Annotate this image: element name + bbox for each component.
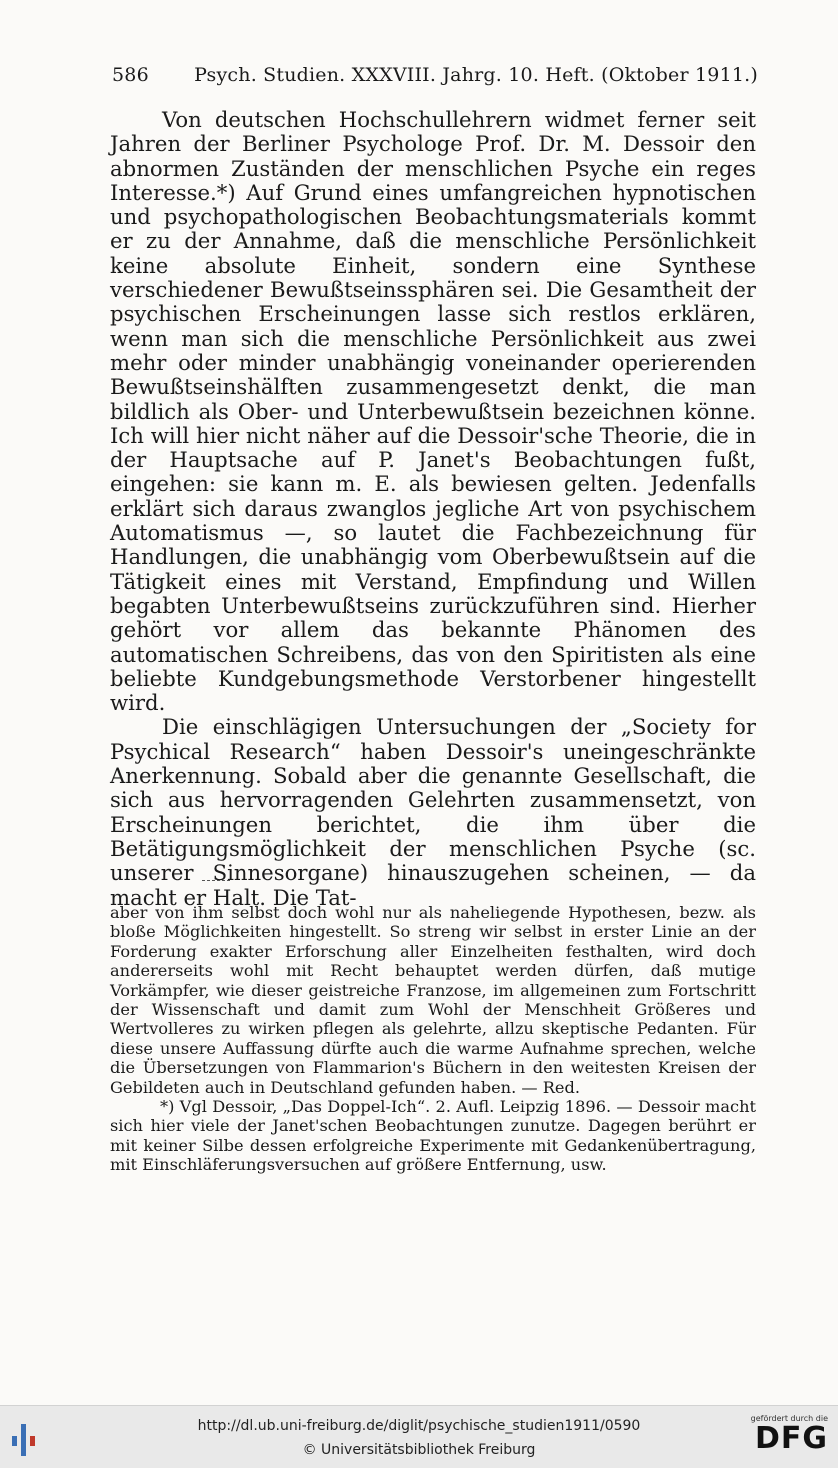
- page-number: 586: [112, 64, 149, 86]
- main-text: [110, 108, 756, 910]
- running-header: [112, 64, 758, 86]
- footnotes: [110, 903, 756, 1175]
- footnote: *) Vgl Dessoir, „Das Doppel-Ich“. 2. Aufl. Leipzig 1896. — Dessoir macht sich hier viele der Janet'schen Beobachtungen zunutze. Dagegen berührt er mit keiner Silbe dessen erfolgreiche Experimente mit Gedankenübertragung, mit Einschläferungsversuchen auf größere Entfernung, usw.: [110, 1097, 756, 1175]
- footnote-continuation: aber von ihm selbst doch wohl nur als naheliegende Hypothesen, bezw. als bloße Möglichkeiten hingestellt. So streng wir selbst in erster Linie an der Forderung exakter Erforschung aller Einzelheiten festhalten, wird doch andererseits wohl mit Recht behauptet werden dürfen, daß mutige Vorkämpfer, wie dieser geistreiche Franzose, im allgemeinen zum Fortschritt der Wissenschaft und damit zum Wohl der Menschheit Größeres und Wertvolleres zu wirken pflegen als gelehrte, allzu skeptische Pedanten. Für diese unsere Auffassung dürfte auch die warme Aufnahme sprechen, welche die Übersetzungen von Flammarion's Büchern in den weitesten Kreisen der Gebildeten auch in Deutschland gefunden haben. — Red.: [110, 903, 756, 1097]
- viewer-footer: [0, 1405, 838, 1468]
- sponsor-caption: gefördert durch die: [750, 1414, 828, 1423]
- running-title: Psych. Studien. XXXVIII. Jahrg. 10. Heft. (Oktober 1911.): [194, 64, 758, 86]
- footnote-separator: [202, 880, 230, 881]
- paragraph: Die einschlägigen Untersuchungen der „Society for Psychical Research“ haben Dessoir's uneingeschränkte Anerkennung. Sobald aber die genannte Gesellschaft, die sich aus hervorragenden Gelehrten zusammensetzt, von Erscheinungen berichtet, die ihm über die Betätigungsmöglichkeit der menschlichen Psyche (sc. unserer Sinnesorgane) hinauszugehen scheinen, — da macht er Halt. Die Tat-: [110, 714, 756, 910]
- dfg-logo: [738, 1414, 828, 1464]
- dfg-wordmark: DFG: [754, 1421, 828, 1456]
- copyright-notice: © Universitätsbibliothek Freiburg: [302, 1442, 536, 1458]
- paragraph: Von deutschen Hochschullehrern widmet ferner seit Jahren der Berliner Psychologe Prof. Dr. M. Dessoir den abnormen Zuständen der menschlichen Psyche ein reges Interesse.*) Auf Grund eines umfangreichen hypnotischen und psychopathologischen Beobachtungsmaterials kommt er zu der Annahme, daß die menschliche Persönlichkeit keine absolute Einheit, sondern eine Synthese verschiedener Bewußtseinssphären sei. Die Gesamtheit der psychischen Erscheinungen lasse sich restlos erklären, wenn man sich die menschliche Persönlichkeit aus zwei mehr oder minder unabhängig voneinander operierenden Bewußtseinshälften zusammengesetzt denkt, die man bildlich als Ober- und Unterbewußtsein bezeichnen könne. Ich will hier nicht näher auf die Dessoir'sche Theorie, die in der Hauptsache auf P. Janet's Beobachtungen fußt, eingehen: sie kann m. E. als bewiesen gelten. Jedenfalls erklärt sich daraus zwanglos jegliche Art von psychischem Automatismus —, so lautet die Fachbezeichnung für Handlungen, die unabhängig vom Oberbewußtsein auf die Tätigkeit eines mit Verstand, Empfindung und Willen begabten Unterbewußtseins zurückzuführen sind. Hierher gehört vor allem das bekannte Phänomen des automatischen Schreibens, das von den Spiritisten als eine beliebte Kundgebungsmethode Verstorbener hingestellt wird.: [110, 107, 756, 716]
- permalink-url[interactable]: http://dl.ub.uni-freiburg.de/diglit/psychische_studien1911/0590: [197, 1418, 641, 1434]
